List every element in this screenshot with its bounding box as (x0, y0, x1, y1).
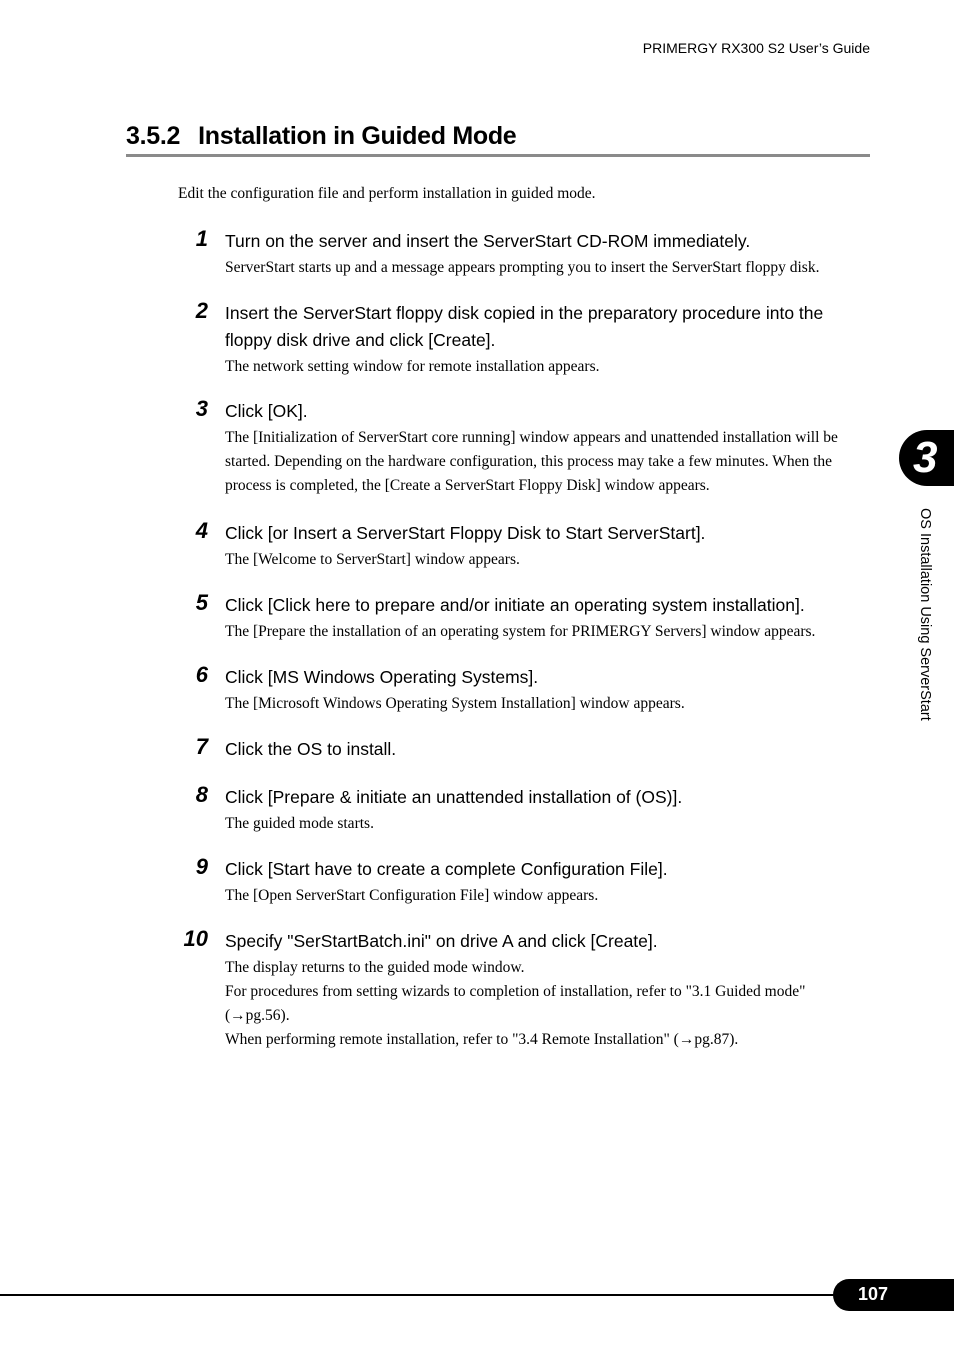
intro-paragraph: Edit the configuration file and perform installation in guided mode. (178, 185, 596, 202)
step-1 (170, 228, 870, 280)
step-description-line: The [Microsoft Windows Operating System Installation] window appears. (225, 695, 685, 712)
section-number: 3.5.2 (126, 122, 181, 150)
step-10 (170, 928, 870, 1052)
step-title: Click [MS Windows Operating Systems]. (225, 667, 539, 687)
section-title: Installation in Guided Mode (198, 122, 517, 150)
step-3 (170, 398, 870, 498)
step-title: Click [Start have to create a complete Configuration File]. (225, 859, 668, 879)
step-number: 4 (195, 518, 208, 543)
step-title: Turn on the server and insert the ServerStart CD-ROM immediately. (225, 231, 751, 251)
step-number: 9 (195, 854, 208, 879)
step-description (225, 692, 870, 716)
step-description-line: The [Welcome to ServerStart] window appears. (225, 551, 520, 568)
step-description (225, 884, 870, 908)
step-description-line: The [Initialization of ServerStart core running] window appears and unattended installation will be started. Depending on the hardware configuration, this process may take a few minutes. When the process is completed, the [Create a ServerStart Floppy Disk] window appears. (225, 429, 838, 494)
step-number: 3 (195, 396, 208, 421)
step-title: Insert the ServerStart floppy disk copied in the preparatory procedure into the floppy disk drive and click [Create]. (225, 303, 824, 350)
step-title: Click [OK]. (225, 401, 308, 421)
step-number: 7 (195, 734, 208, 759)
step-7 (170, 736, 870, 763)
section-heading (126, 122, 870, 157)
step-6 (170, 664, 870, 716)
step-title: Click [Prepare & initiate an unattended installation of (OS)]. (225, 787, 683, 807)
step-description-line: The network setting window for remote installation appears. (225, 358, 600, 375)
step-8 (170, 784, 870, 836)
step-number: 2 (195, 298, 208, 323)
step-description-line: The [Prepare the installation of an operating system for PRIMERGY Servers] window appears. (225, 623, 816, 640)
step-description (225, 256, 870, 280)
footer-rule (0, 1294, 840, 1296)
chapter-side-label: OS Installation Using ServerStart (917, 508, 933, 721)
step-title: Specify "SerStartBatch.ini" on drive A and click [Create]. (225, 931, 658, 951)
step-description (225, 548, 870, 572)
step-description (225, 620, 870, 644)
page-number: 107 (857, 1284, 889, 1304)
step-description-line: ServerStart starts up and a message appears prompting you to insert the ServerStart floppy disk. (225, 259, 820, 276)
step-description (225, 426, 870, 498)
step-description-line: The display returns to the guided mode window. (225, 959, 525, 976)
chapter-number: 3 (913, 433, 938, 482)
step-4 (170, 520, 870, 572)
step-2 (170, 300, 870, 379)
step-description (225, 812, 870, 836)
step-title: Click the OS to install. (225, 739, 397, 759)
step-title: Click [or Insert a ServerStart Floppy Disk to Start ServerStart]. (225, 523, 706, 543)
step-description (225, 956, 870, 1052)
step-number: 5 (195, 590, 208, 615)
step-description-line: The guided mode starts. (225, 815, 374, 832)
step-title: Click [Click here to prepare and/or initiate an operating system installation]. (225, 595, 805, 615)
step-number: 10 (183, 926, 208, 951)
step-number: 8 (195, 782, 208, 807)
step-number: 6 (195, 662, 208, 687)
step-5 (170, 592, 870, 644)
step-9 (170, 856, 870, 908)
document-title: PRIMERGY RX300 S2 User’s Guide (642, 40, 870, 56)
step-number: 1 (195, 226, 208, 251)
step-description-line: For procedures from setting wizards to completion of installation, refer to "3.1 Guided mode" (→pg.56). (225, 983, 806, 1024)
step-description-line: The [Open ServerStart Configuration File] window appears. (225, 887, 599, 904)
step-description (225, 355, 870, 379)
chapter-tab (899, 430, 954, 486)
step-description-line: When performing remote installation, refer to "3.4 Remote Installation" (→pg.87). (225, 1031, 739, 1048)
